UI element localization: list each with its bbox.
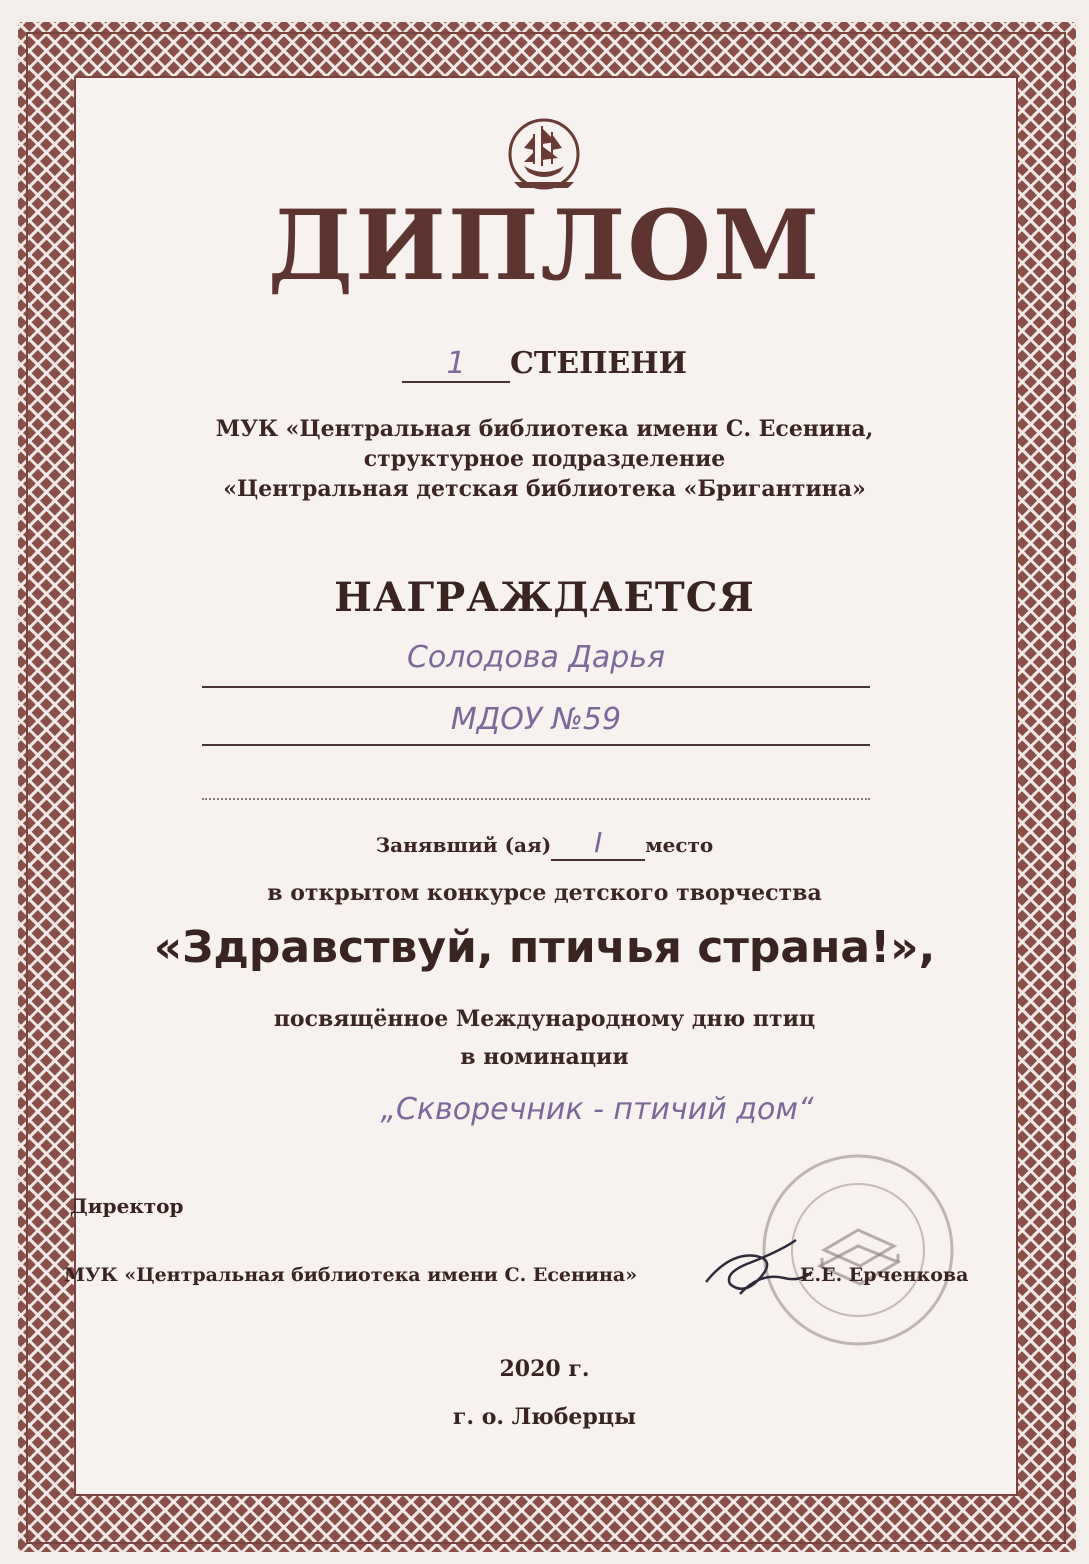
nomination-value: „Скворечник - птичий дом“ — [380, 1092, 814, 1127]
place-value: I — [594, 826, 603, 859]
awarded-label: НАГРАЖДАЕТСЯ — [334, 574, 755, 621]
degree-number: 1 — [446, 346, 466, 381]
recipient-school: МДОУ №59 — [450, 702, 622, 737]
diploma-title: ДИПЛОМ — [267, 189, 822, 302]
degree-blank — [402, 346, 510, 383]
city: г. о. Люберцы — [452, 1404, 637, 1430]
director-organization: МУК «Центральная библиотека имени С. Есенина» — [64, 1264, 638, 1286]
nomination-label: в номинации — [460, 1044, 629, 1070]
organization-block — [0, 414, 1089, 504]
year: 2020 г. — [499, 1356, 590, 1382]
contest-name: «Здравствуй, птичья страна!», — [153, 922, 936, 973]
organization-line: МУК «Центральная библиотека имени С. Есенина, — [215, 416, 874, 442]
contest-intro: в открытом конкурсе детского творчества — [267, 880, 822, 906]
place-row — [0, 826, 1089, 861]
place-prefix: Занявший (ая) — [375, 833, 552, 857]
ship-emblem-icon — [504, 108, 584, 192]
recipient-school-line — [202, 744, 870, 746]
recipient-name-line — [202, 686, 870, 688]
dedicated-to: посвящённое Международному дню птиц — [273, 1006, 816, 1032]
empty-line — [202, 798, 870, 800]
degree-row — [0, 346, 1089, 383]
director-title: Директор — [70, 1194, 184, 1218]
place-suffix: место — [645, 833, 714, 857]
organization-line: структурное подразделение — [363, 446, 726, 472]
place-blank — [551, 826, 645, 861]
recipient-name: Солодова Дарья — [406, 640, 666, 675]
organization-line: «Центральная детская библиотека «Бригантина» — [223, 476, 866, 502]
director-name: Е.Е. Ерченкова — [800, 1264, 969, 1286]
degree-label: СТЕПЕНИ — [510, 346, 687, 381]
